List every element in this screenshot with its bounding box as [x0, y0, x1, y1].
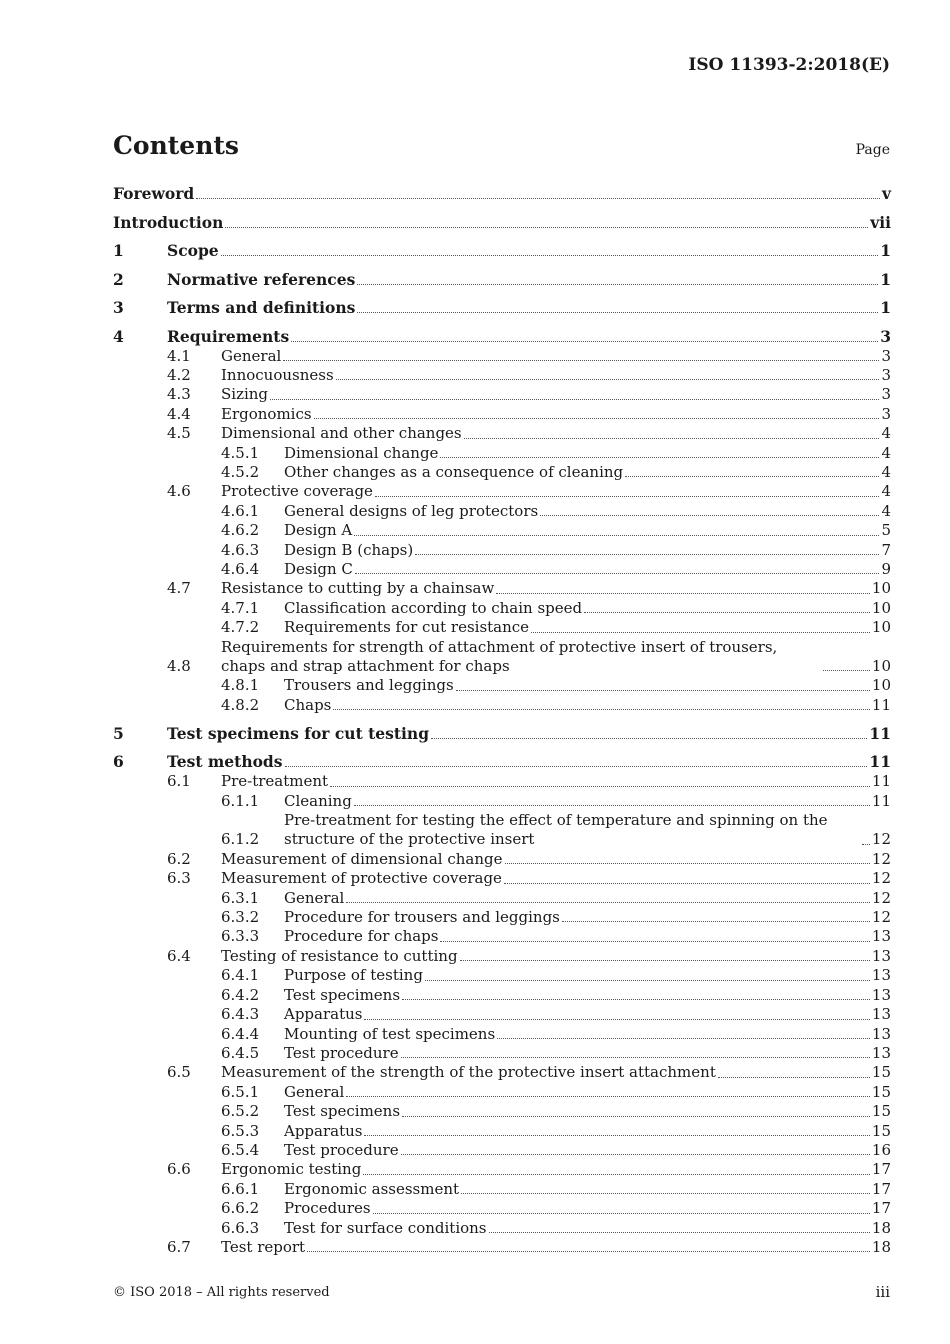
- toc-entry[interactable]: [113, 869, 891, 888]
- toc-entry-number: 4.5.2: [221, 462, 260, 481]
- toc-entry-number: 4.7.1: [221, 598, 260, 617]
- toc-entry-number: 6.1.2: [221, 830, 260, 849]
- toc-entry-number: 6.6.2: [221, 1199, 260, 1218]
- dot-leader: [425, 980, 870, 981]
- toc-entry-number: 6.5.1: [221, 1082, 260, 1101]
- toc-entry-page: 3: [881, 365, 891, 384]
- toc-entry-title: Chaps: [284, 695, 332, 714]
- toc-entry[interactable]: [113, 502, 891, 521]
- dot-leader: [440, 941, 869, 942]
- toc-entry-title: Apparatus: [284, 1121, 363, 1140]
- toc-entry-number: 6.4.2: [221, 985, 260, 1004]
- dot-leader: [464, 438, 880, 439]
- toc-entry[interactable]: [113, 521, 891, 540]
- dot-leader: [314, 418, 880, 419]
- toc-entry-number: 4.7: [167, 579, 191, 598]
- toc-entry-number: 6.1.1: [221, 791, 260, 810]
- toc-entry-page: 18: [871, 1237, 891, 1256]
- toc-entry[interactable]: [113, 1160, 891, 1179]
- toc-entry[interactable]: [113, 1044, 891, 1063]
- toc-entry-title: Purpose of testing: [284, 966, 423, 985]
- toc-entry-page: 5: [881, 521, 891, 540]
- toc-entry[interactable]: [113, 366, 891, 385]
- toc-entry-page: 4: [881, 462, 891, 481]
- contents-heading: Contents: [113, 131, 240, 160]
- toc-entry[interactable]: [113, 599, 891, 618]
- toc-entry-page: 3: [881, 404, 891, 423]
- toc-entry-number: 6.3.1: [221, 888, 260, 907]
- toc-entry-page: 1: [880, 298, 891, 317]
- toc-entry-title: Measurement of the strength of the protective insert attachment: [221, 1063, 716, 1082]
- toc-entry-page: 4: [881, 443, 891, 462]
- toc-entry-page: 15: [871, 1121, 891, 1140]
- toc-entry-title: Sizing: [221, 385, 269, 404]
- toc-entry-number: 4.6.4: [221, 559, 260, 578]
- toc-entry-title: General: [221, 346, 282, 365]
- toc-entry-number: 4.6.1: [221, 501, 260, 520]
- toc-entry-number: 4.6.2: [221, 521, 260, 540]
- toc-entry[interactable]: [113, 1238, 891, 1257]
- toc-entry-page: 3: [880, 326, 891, 346]
- toc-entry-page: vii: [870, 212, 891, 232]
- dot-leader: [402, 1116, 870, 1117]
- toc-entry-number: 4.3: [167, 385, 191, 404]
- toc-entry[interactable]: [113, 463, 891, 482]
- toc-entry-title: Other changes as a consequence of cleaning: [284, 462, 624, 481]
- toc-entry-page: 15: [871, 1082, 891, 1101]
- toc-entry-number: 6.3.2: [221, 908, 260, 927]
- toc-entry[interactable]: [113, 424, 891, 443]
- toc-entry-title: Trousers and leggings: [284, 676, 454, 695]
- dot-leader: [364, 1135, 869, 1136]
- toc-entry-number: 6.4.5: [221, 1043, 260, 1062]
- toc-entry-page: 3: [881, 346, 891, 365]
- toc-entry-page: 12: [871, 869, 891, 888]
- toc-entry[interactable]: [113, 772, 891, 791]
- toc-entry[interactable]: [113, 385, 891, 404]
- toc-entry[interactable]: [113, 213, 891, 233]
- toc-entry-title: Testing of resistance to cutting: [221, 946, 458, 965]
- toc-entry-title: Normative references: [167, 269, 356, 289]
- toc-entry-title: Terms and definitions: [167, 298, 356, 317]
- toc-entry[interactable]: [113, 676, 891, 695]
- toc-entry-number: 6.6: [167, 1160, 191, 1179]
- toc-entry-title: Measurement of dimensional change: [221, 849, 503, 868]
- dot-leader: [540, 515, 879, 516]
- toc-entry-number: 6.6.3: [221, 1218, 260, 1237]
- toc-entry[interactable]: [113, 444, 891, 463]
- dot-leader: [531, 632, 870, 633]
- toc-entry-page: 10: [871, 598, 891, 617]
- toc-entry-title: Test procedure: [284, 1043, 399, 1062]
- toc-entry-page: 15: [871, 1102, 891, 1121]
- toc-entry-page: 15: [871, 1063, 891, 1082]
- dot-leader: [357, 284, 878, 285]
- toc-entry-page: v: [881, 184, 891, 203]
- toc-entry-number: 4: [113, 326, 124, 346]
- dot-leader: [270, 399, 879, 400]
- toc-entry-title: Procedures: [284, 1199, 371, 1218]
- toc-entry-title: Pre-treatment for testing the effect of temperature and spinning on the structure of the protective insert: [284, 811, 828, 849]
- dot-leader: [489, 1232, 870, 1233]
- document-id: ISO 11393-2:2018(E): [688, 55, 890, 75]
- toc-entry-number: 6.5.2: [221, 1102, 260, 1121]
- toc-entry-title: Design B (chaps): [284, 540, 414, 559]
- toc-entry-page: 13: [871, 927, 891, 946]
- toc-entry-number: 4.5: [167, 424, 191, 443]
- toc-entry[interactable]: [113, 889, 891, 908]
- toc-entry-title: Test specimens for cut testing: [167, 723, 430, 743]
- toc-entry-number: 6.5.3: [221, 1121, 260, 1140]
- footer-page-number: iii: [875, 1283, 890, 1301]
- toc-entry-number: 6.5: [167, 1063, 191, 1082]
- toc-entry[interactable]: [113, 638, 891, 677]
- toc-entry-page: 13: [871, 1024, 891, 1043]
- toc-entry[interactable]: [113, 405, 891, 424]
- toc-entry-number: 6.3.3: [221, 927, 260, 946]
- toc-entry-page: 4: [881, 482, 891, 501]
- toc-entry-page: 16: [871, 1140, 891, 1159]
- toc-entry[interactable]: [113, 792, 891, 811]
- toc-entry-page: 13: [871, 985, 891, 1004]
- dot-leader: [505, 863, 870, 864]
- toc-entry[interactable]: [113, 1063, 891, 1082]
- dot-leader: [401, 1154, 870, 1155]
- toc-entry[interactable]: [113, 1025, 891, 1044]
- toc-entry[interactable]: [113, 618, 891, 637]
- toc-entry[interactable]: [113, 811, 891, 850]
- toc-entry[interactable]: [113, 947, 891, 966]
- dot-leader: [354, 805, 870, 806]
- toc-entry[interactable]: [113, 752, 891, 772]
- toc-entry-number: 6.3: [167, 869, 191, 888]
- toc-entry-title: Introduction: [113, 212, 224, 232]
- toc-entry-title: Procedure for chaps: [284, 927, 439, 946]
- toc-entry-page: 18: [871, 1218, 891, 1237]
- toc-entry[interactable]: [113, 298, 891, 318]
- toc-entry-title: General designs of leg protectors: [284, 501, 539, 520]
- dot-leader: [333, 709, 870, 710]
- dot-leader: [363, 1174, 870, 1175]
- toc-entry-page: 9: [881, 559, 891, 578]
- toc-entry-number: 3: [113, 298, 124, 317]
- toc-entry[interactable]: [113, 908, 891, 927]
- toc-entry-page: 11: [869, 723, 891, 743]
- toc-entry-number: 4.1: [167, 346, 191, 365]
- toc-entry[interactable]: [113, 270, 891, 290]
- toc-entry-page: 4: [881, 501, 891, 520]
- dot-leader: [718, 1077, 870, 1078]
- toc-entry-page: 17: [871, 1160, 891, 1179]
- dot-leader: [364, 1019, 869, 1020]
- toc-entry-number: 4.8.2: [221, 695, 260, 714]
- toc-entry[interactable]: [113, 560, 891, 579]
- table-of-contents: [113, 184, 891, 1257]
- dot-leader: [346, 1096, 870, 1097]
- dot-leader: [584, 612, 870, 613]
- toc-entry-number: 5: [113, 723, 124, 743]
- dot-leader: [504, 883, 870, 884]
- toc-entry[interactable]: [113, 966, 891, 985]
- toc-entry-page: 12: [871, 849, 891, 868]
- toc-entry-number: 6.1: [167, 772, 191, 791]
- toc-entry-title: Ergonomics: [221, 404, 312, 423]
- toc-entry-title: Ergonomic assessment: [284, 1179, 460, 1198]
- toc-entry-number: 4.6: [167, 482, 191, 501]
- dot-leader: [285, 766, 868, 767]
- toc-entry-title: Pre-treatment: [221, 772, 329, 791]
- toc-entry-title: Procedure for trousers and leggings: [284, 908, 560, 927]
- dot-leader: [346, 902, 870, 903]
- dot-leader: [625, 476, 879, 477]
- toc-entry-page: 4: [881, 424, 891, 443]
- toc-entry[interactable]: [113, 986, 891, 1005]
- dot-leader: [354, 535, 879, 536]
- toc-entry-number: 4.8: [167, 657, 191, 675]
- toc-entry[interactable]: [113, 850, 891, 869]
- toc-entry[interactable]: [113, 1141, 891, 1160]
- toc-entry-number: 1: [113, 241, 124, 260]
- toc-entry-title: Test procedure: [284, 1140, 399, 1159]
- toc-entry[interactable]: [113, 1102, 891, 1121]
- toc-entry-page: 3: [881, 385, 891, 404]
- toc-entry-title: Innocuousness: [221, 365, 334, 384]
- dot-leader: [460, 960, 870, 961]
- dot-leader: [355, 573, 880, 574]
- toc-entry-page: 13: [871, 946, 891, 965]
- toc-entry-number: 6.7: [167, 1237, 191, 1256]
- toc-entry-page: 13: [871, 1005, 891, 1024]
- toc-entry[interactable]: [113, 1199, 891, 1218]
- toc-entry-title: Requirements for strength of attachment of protective insert of trousers, chaps and strap attachment for chaps: [221, 637, 778, 675]
- toc-entry-title: Dimensional and other changes: [221, 424, 462, 443]
- toc-entry-page: 11: [871, 695, 891, 714]
- toc-entry-page: 10: [871, 657, 891, 675]
- dot-leader: [456, 690, 870, 691]
- toc-entry-number: 2: [113, 269, 124, 289]
- dot-leader: [225, 227, 868, 228]
- toc-entry[interactable]: [113, 696, 891, 715]
- toc-entry-number: 4.4: [167, 404, 191, 423]
- toc-entry-number: 6.4.4: [221, 1024, 260, 1043]
- copyright-notice: © ISO 2018 – All rights reserved: [113, 1285, 330, 1300]
- toc-entry-title: General: [284, 1082, 345, 1101]
- dot-leader: [336, 379, 880, 380]
- toc-entry-title: Design A: [284, 521, 353, 540]
- toc-entry[interactable]: [113, 241, 891, 261]
- dot-leader: [283, 360, 879, 361]
- dot-leader: [291, 341, 878, 342]
- toc-entry-title: Test for surface conditions: [284, 1218, 487, 1237]
- dot-leader: [375, 496, 880, 497]
- toc-entry-title: Design C: [284, 559, 353, 578]
- toc-entry-page: 13: [871, 966, 891, 985]
- toc-entry-title: Apparatus: [284, 1005, 363, 1024]
- toc-entry[interactable]: [113, 579, 891, 598]
- dot-leader: [330, 786, 870, 787]
- toc-entry-title: General: [284, 888, 345, 907]
- dot-leader: [431, 738, 867, 739]
- toc-entry-title: Test specimens: [284, 985, 401, 1004]
- dot-leader: [357, 312, 878, 313]
- toc-entry-title: Test specimens: [284, 1102, 401, 1121]
- toc-entry-title: Test report: [221, 1237, 306, 1256]
- dot-leader: [461, 1193, 870, 1194]
- toc-entry-number: 4.6.3: [221, 540, 260, 559]
- toc-entry[interactable]: [113, 1219, 891, 1238]
- toc-entry-page: 13: [871, 1043, 891, 1062]
- toc-entry-page: 17: [871, 1199, 891, 1218]
- dot-leader: [497, 1038, 870, 1039]
- toc-entry-title: Cleaning: [284, 791, 352, 810]
- toc-entry-title: Requirements for cut resistance: [284, 618, 530, 637]
- toc-entry-title: Measurement of protective coverage: [221, 869, 502, 888]
- toc-entry[interactable]: [113, 724, 891, 744]
- toc-entry-page: 11: [871, 791, 891, 810]
- dot-leader: [373, 1213, 870, 1214]
- dot-leader: [823, 670, 870, 671]
- toc-entry-page: 10: [871, 579, 891, 598]
- page-column-label: Page: [855, 142, 890, 158]
- toc-entry-page: 12: [871, 830, 891, 849]
- toc-entry-title: Resistance to cutting by a chainsaw: [221, 579, 495, 598]
- dot-leader: [415, 554, 879, 555]
- toc-entry-title: Dimensional change: [284, 443, 439, 462]
- toc-entry-number: 6.5.4: [221, 1140, 260, 1159]
- toc-entry[interactable]: [113, 482, 891, 501]
- toc-entry-number: 4.8.1: [221, 676, 260, 695]
- toc-entry-page: 11: [869, 752, 891, 772]
- toc-entry-page: 1: [880, 241, 891, 260]
- toc-entry[interactable]: [113, 1083, 891, 1102]
- toc-entry[interactable]: [113, 927, 891, 946]
- dot-leader: [307, 1251, 870, 1252]
- toc-entry[interactable]: [113, 1122, 891, 1141]
- toc-entry-number: 6.4.3: [221, 1005, 260, 1024]
- toc-entry-number: 6.4: [167, 946, 191, 965]
- dot-leader: [496, 593, 870, 594]
- toc-entry-number: 6: [113, 752, 124, 772]
- toc-entry-number: 4.7.2: [221, 618, 260, 637]
- toc-entry-number: 6.4.1: [221, 966, 260, 985]
- dot-leader: [221, 255, 879, 256]
- toc-entry[interactable]: [113, 1005, 891, 1024]
- toc-entry-number: 6.2: [167, 849, 191, 868]
- dot-leader: [440, 457, 879, 458]
- toc-entry[interactable]: [113, 347, 891, 366]
- toc-entry-number: 4.5.1: [221, 443, 260, 462]
- dot-leader: [401, 1057, 870, 1058]
- toc-entry-title: Scope: [167, 241, 219, 260]
- toc-entry[interactable]: [113, 1180, 891, 1199]
- toc-entry-title: Protective coverage: [221, 482, 373, 501]
- toc-entry-page: 10: [871, 676, 891, 695]
- toc-entry-title: Ergonomic testing: [221, 1160, 362, 1179]
- dot-leader: [562, 921, 870, 922]
- toc-entry-number: 6.6.1: [221, 1179, 260, 1198]
- toc-entry[interactable]: [113, 184, 891, 204]
- toc-entry-page: 7: [881, 540, 891, 559]
- toc-entry-title: Mounting of test specimens: [284, 1024, 496, 1043]
- toc-entry-title: Test methods: [167, 752, 283, 772]
- toc-entry-page: 12: [871, 908, 891, 927]
- toc-entry-page: 1: [880, 269, 891, 289]
- toc-entry[interactable]: [113, 327, 891, 347]
- toc-entry-title: Requirements: [167, 326, 290, 346]
- toc-entry-title: Foreword: [113, 184, 195, 203]
- toc-entry-page: 17: [871, 1179, 891, 1198]
- toc-entry-page: 10: [871, 618, 891, 637]
- dot-leader: [862, 844, 870, 845]
- dot-leader: [196, 198, 880, 199]
- toc-entry-title: Classification according to chain speed: [284, 598, 583, 617]
- dot-leader: [402, 999, 870, 1000]
- toc-entry-number: 4.2: [167, 365, 191, 384]
- toc-entry[interactable]: [113, 541, 891, 560]
- toc-entry-page: 11: [871, 772, 891, 791]
- toc-entry-page: 12: [871, 888, 891, 907]
